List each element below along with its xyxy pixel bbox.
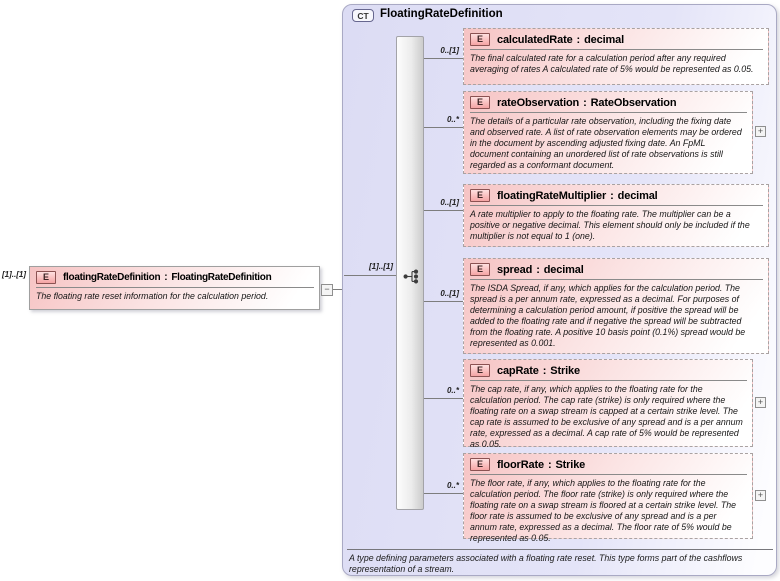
expand-toggle-icon[interactable]: + [755,490,766,501]
element-header [464,454,752,473]
element-capRate[interactable] [463,359,753,447]
element-icon: E [470,364,490,377]
element-floatingRateDefinition[interactable] [29,266,320,310]
element-header [464,185,768,204]
name-type-separator: : [547,458,552,471]
element-type: decimal [617,189,658,202]
element-description: The details of a particular rate observation, including the fixing date and observed rate. A list of rate observation elements may be ordered in the document by ascending adjusted fixing date. An FpML document containing an unordered list of rate observations is still regarded as a conformant document. [470,116,742,170]
complex-type-badge: CT [352,9,374,22]
element-icon: E [470,458,490,471]
name-type-separator: : [164,272,168,283]
cardinality-label: 0..[1] [440,46,459,55]
element-type: decimal [584,33,624,46]
element-type: decimal [543,263,584,276]
element-type: FloatingRateDefinition [171,272,272,283]
element-name: floatingRateMultiplier [497,189,607,202]
element-header [464,360,752,379]
element-calculatedRate[interactable] [463,28,769,85]
expand-toggle-icon[interactable]: + [755,126,766,137]
footer-divider [347,549,773,550]
root-cardinality-label: [1]..[1] [2,270,26,279]
element-name: rateObservation [497,96,580,109]
element-rateObservation[interactable] [463,91,753,174]
complex-type-title: FloatingRateDefinition [380,8,503,20]
cardinality-label: 0..* [446,481,459,490]
element-description: The cap rate, if any, which applies to the floating rate for the calculation period. The cap rate (strike) is only required where the floating rate on a swap stream is capped at a certain strike level. The cap rate is assumed to be exclusive of any spread and is a per annum rate, expressed as a decimal. A cap rate of 5% would be represented as 0.05. [470,384,743,449]
element-title [497,365,580,377]
connector-line [424,127,463,128]
element-icon: E [470,263,490,276]
element-name: floorRate [497,458,544,471]
element-spread[interactable] [463,258,769,354]
sequence-compositor-icon[interactable] [403,269,420,284]
element-header [464,29,768,48]
name-type-separator: : [536,263,540,276]
element-title [497,459,585,471]
connector-line [424,398,463,399]
element-icon: E [470,96,490,109]
element-description: The floating rate reset information for the calculation period. [36,291,269,301]
connector-line [344,275,396,276]
collapse-toggle-icon[interactable]: − [321,284,333,296]
cardinality-label: 0..* [446,386,459,395]
complex-type-panel [342,4,777,576]
connector-line [333,289,342,290]
element-title [497,34,624,46]
connector-line [424,58,463,59]
element-floorRate[interactable] [463,453,753,543]
element-icon: E [470,189,490,202]
element-header [464,259,768,278]
name-type-separator: : [576,33,581,46]
element-name: floatingRateDefinition [63,272,161,283]
cardinality-label: 0..* [446,115,459,124]
element-title [497,190,658,202]
element-description: The final calculated rate for a calculation period after any required averaging of rates A calculated rate of 5% would be represented as 0.05. [470,53,754,74]
compositor-cardinality-label: [1]..[1] [369,262,393,271]
connector-line [424,493,463,494]
element-description: The ISDA Spread, if any, which applies for the calculation period. The spread is a per annum rate, expressed as a decimal. For purposes of determining a calculation period amount, if positive the spread will be added to the floating rate and if negative the spread will be subtracted from the floating rate. A positive 10 basis point (0.1%) spread would be represented as 0.001. [470,283,746,348]
name-type-separator: : [583,96,587,109]
element-icon: E [36,271,56,284]
element-name: calculatedRate [497,33,573,46]
element-description: A rate multiplier to apply to the floating rate. The multiplier can be a positive or negative decimal. This element should only be included if the multiplier is not equal to 1 (one). [470,209,750,241]
element-header [30,267,319,286]
element-type: Strike [555,458,586,471]
element-floatingRateMultiplier[interactable] [463,184,769,247]
element-title [497,264,584,276]
element-name: capRate [497,364,539,377]
expand-toggle-icon[interactable]: + [755,397,766,408]
element-title [63,272,271,283]
cardinality-label: 0..[1] [440,289,459,298]
connector-line [424,210,463,211]
element-icon: E [470,33,490,46]
element-type: RateObservation [590,96,677,109]
element-description: The floor rate, if any, which applies to the floating rate for the calculation period. The floor rate (strike) is only required where the floating rate on a swap stream is floored at a certain strike level. The floor rate is assumed to be exclusive of any spread and is a per annum rate, expressed as a decimal. The floor rate of 5% would be represented as 0.05. [470,478,736,543]
element-type: Strike [550,364,580,377]
name-type-separator: : [542,364,547,377]
element-header [464,92,752,111]
connector-line [424,301,463,302]
element-title [497,97,676,109]
name-type-separator: : [610,189,614,202]
cardinality-label: 0..[1] [440,198,459,207]
complex-type-annotation: A type defining parameters associated with a floating rate reset. This type forms part of the cashflows representation of a stream. [349,553,743,574]
element-name: spread [497,263,533,276]
